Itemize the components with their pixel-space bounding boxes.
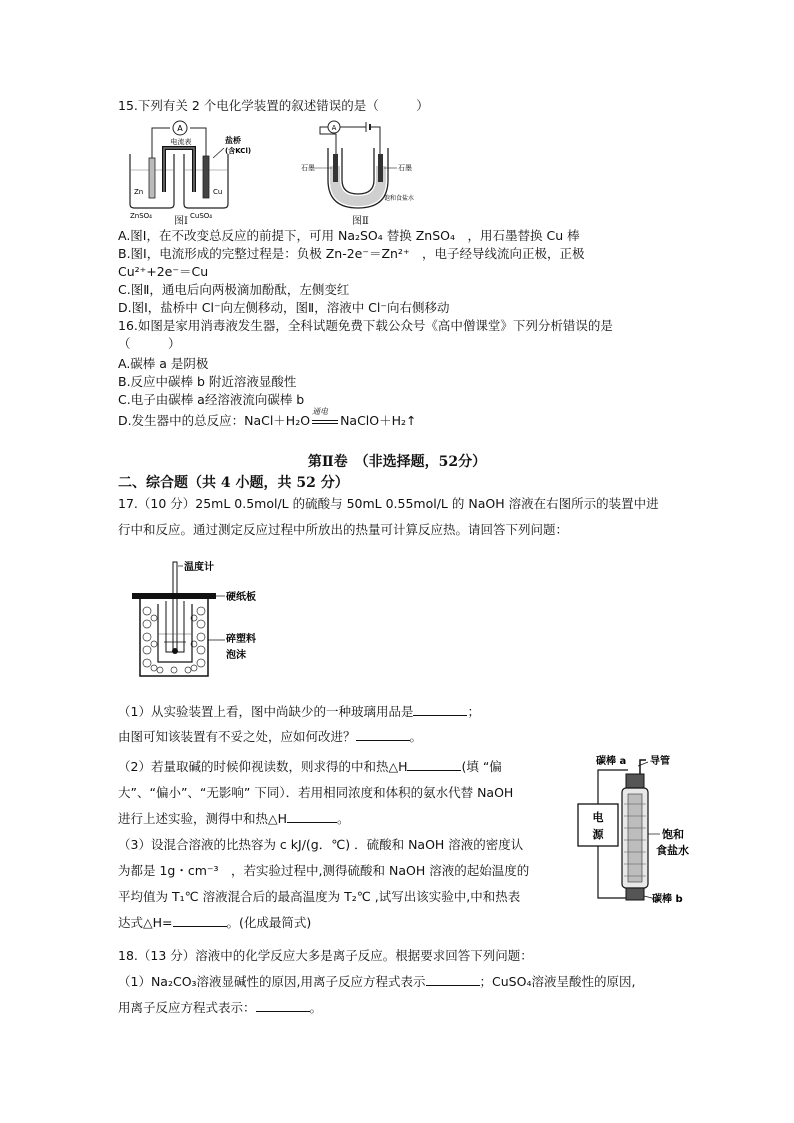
brine-label-1: 饱和 [662, 828, 684, 841]
answer-blank [407, 758, 461, 771]
q16-option-d-suffix: NaClO＋H₂↑ [340, 413, 417, 428]
q15-stem: 15.下列有关 2 个电化学装置的叙述错误的是（ ） [118, 98, 429, 113]
q18-line2-end: ；CuSO₄溶液呈酸性的原因, [479, 974, 636, 989]
fig1-right-electrode: Cu [213, 188, 223, 196]
q18-line3 [118, 996, 322, 1020]
q18-line1: 18.（13 分）溶液中的化学反应大多是离子反应。根据要求回答下列问题： [118, 948, 533, 963]
q17-p3a: （3）设混合溶液的比热容为 c kJ/(g．℃) ．硫酸和 NaOH 溶液的密度认 [118, 837, 524, 852]
part2-title: 第Ⅱ卷 （非选择题，52分） [307, 454, 487, 470]
q17-p1b-text: 由图可知该装置有不妥之处，应如何改进？ [118, 729, 356, 744]
q18-line2-text: （1）Na₂CO₃溶液显碱性的原因,用离子反应方程式表示 [118, 974, 426, 989]
q17-line1: 17.（10 分）25mL 0.5mol/L 的硫酸与 50mL 0.55mol/L 的 NaOH 溶液在右图所示的装置中进 [118, 496, 659, 511]
q17-p2c [118, 807, 350, 831]
q17-p1a [118, 700, 480, 724]
fig2-meter-symbol: A [331, 124, 337, 132]
answer-blank [426, 973, 480, 986]
fig1-meter-symbol: A [177, 124, 183, 133]
answer-blank [413, 703, 467, 716]
fig1-left-solution: ZnSO₄ [130, 212, 152, 220]
q17-p3d [118, 911, 311, 935]
q16-option-d-prefix: D.发生器中的总反应：NaCl＋H₂O [118, 413, 311, 428]
fig2-caption: 图Ⅱ [352, 216, 369, 227]
q15-option-a: A.图Ⅰ，在不改变总反应的前提下，可用 Na₂SO₄ 替换 ZnSO₄ ，用石墨替换 Cu 棒 [118, 228, 580, 243]
q16-stem: 16.如图是家用消毒液发生器，全科试题免费下载公众号《高中僧课堂》下列分析错误的是 [118, 318, 613, 333]
q17-line2: 行中和反应。通过测定反应过程中所放出的热量可计算反应热。请回答下列问题： [118, 522, 569, 537]
q16-option-a: A.碳棒 a 是阴极 [118, 356, 209, 371]
q17-p3b: 为都是 1g・cm⁻³ ，若实验过程中,测得硫酸和 NaOH 溶液的起始温度的 [118, 863, 530, 878]
q17-p1b [118, 725, 422, 749]
q17-p2a-text: （2）若量取碱的时候仰视读数，则求得的中和热△H [118, 759, 408, 774]
fig1-bridge-label-2: (含KCl) [225, 147, 252, 155]
fig1-meter-label: 电流表 [170, 138, 192, 146]
fig1-bridge-label: 盐桥 [225, 136, 241, 145]
q16-option-c: C.电子由碳棒 a经溶液流向碳棒 b [118, 392, 305, 407]
answer-blank [173, 914, 227, 927]
fig1-left-electrode: Zn [134, 188, 144, 196]
q17-p2a-end: (填 “偏 [461, 759, 502, 774]
power-label-2: 源 [592, 828, 604, 841]
answer-blank [356, 728, 410, 741]
figure-disinfectant-generator [568, 754, 718, 914]
fig2-solution-label: 饱和食盐水 [384, 195, 415, 202]
figure-calorimeter [130, 556, 270, 686]
arrow-label: 通电 [312, 407, 329, 416]
fig1-caption: 图Ⅰ [174, 216, 188, 227]
q17-p1a-text: （1）从实验装置上看，图中尚缺少的一种玻璃用品是 [118, 704, 414, 719]
fig2-left-electrode: 石墨 [301, 164, 315, 172]
q18-line3-end: 。 [309, 1000, 323, 1015]
q15-option-d: D.图Ⅰ，盐桥中 Cl⁻向左侧移动，图Ⅱ，溶液中 Cl⁻向右侧移动 [118, 300, 450, 315]
section-title: 二、综合题（共 4 小题，共 52 分） [118, 475, 349, 491]
q17-p3c: 平均值为 T₁℃ 溶液混合后的最高温度为 T₂℃ ,试写出该实验中,中和热表 [118, 889, 521, 904]
q15-option-b: B.图Ⅰ，电流形成的完整过程是：负极 Zn-2e⁻＝Zn²⁺ ，电子经导线流向正极，正极 [118, 246, 585, 261]
q17-p1b-end: 。 [409, 729, 423, 744]
fig1-right-solution: CuSO₄ [190, 212, 213, 220]
power-label-1: 电 [592, 811, 604, 824]
tube-label: 导管 [650, 756, 670, 767]
q18-line3-text: 用离子反应方程式表示： [118, 1000, 256, 1015]
q16-option-d [118, 407, 417, 430]
q18-line2 [118, 970, 635, 994]
answer-blank [287, 810, 337, 823]
calorimeter-foam-label-1: 碎塑料 [226, 634, 256, 645]
q16-paren: （ ） [118, 336, 181, 351]
rod-a-label: 碳棒 a [596, 756, 627, 767]
q15-option-b-cont: Cu²⁺+2e⁻＝Cu [118, 264, 209, 279]
q17-p2a [118, 755, 502, 779]
q16-option-b: B.反应中碳棒 b 附近溶液显酸性 [118, 374, 297, 389]
fig2-right-electrode: 石墨 [398, 164, 412, 172]
q17-p3d-text: 达式△H= [118, 915, 173, 930]
brine-label-2: 食盐水 [656, 844, 689, 857]
q15-option-c: C.图Ⅱ，通电后向两极滴加酚酞，左侧变红 [118, 282, 350, 297]
calorimeter-foam-label-2: 泡沫 [226, 650, 246, 661]
q17-p3d-end: 。(化成最简式) [226, 915, 312, 930]
rod-b-label: 碳棒 b [652, 894, 683, 905]
figure-2-electrolysis-u-tube [298, 118, 433, 218]
calorimeter-board-label: 硬纸板 [226, 592, 256, 603]
q17-p2c-text: 进行上述实验，测得中和热△H [118, 811, 288, 826]
q17-p2c-end: 。 [337, 811, 350, 826]
answer-blank [256, 999, 310, 1012]
figure-1-galvanic-cell [118, 118, 253, 223]
q17-p1a-end: ； [467, 704, 480, 719]
q17-p2b: 大”、“偏小”、“无影响” 下同）．若用相同浓度和体积的氨水代替 NaOH [118, 785, 514, 800]
electrolysis-arrow [310, 407, 340, 430]
calorimeter-thermometer-label: 温度计 [184, 562, 214, 573]
